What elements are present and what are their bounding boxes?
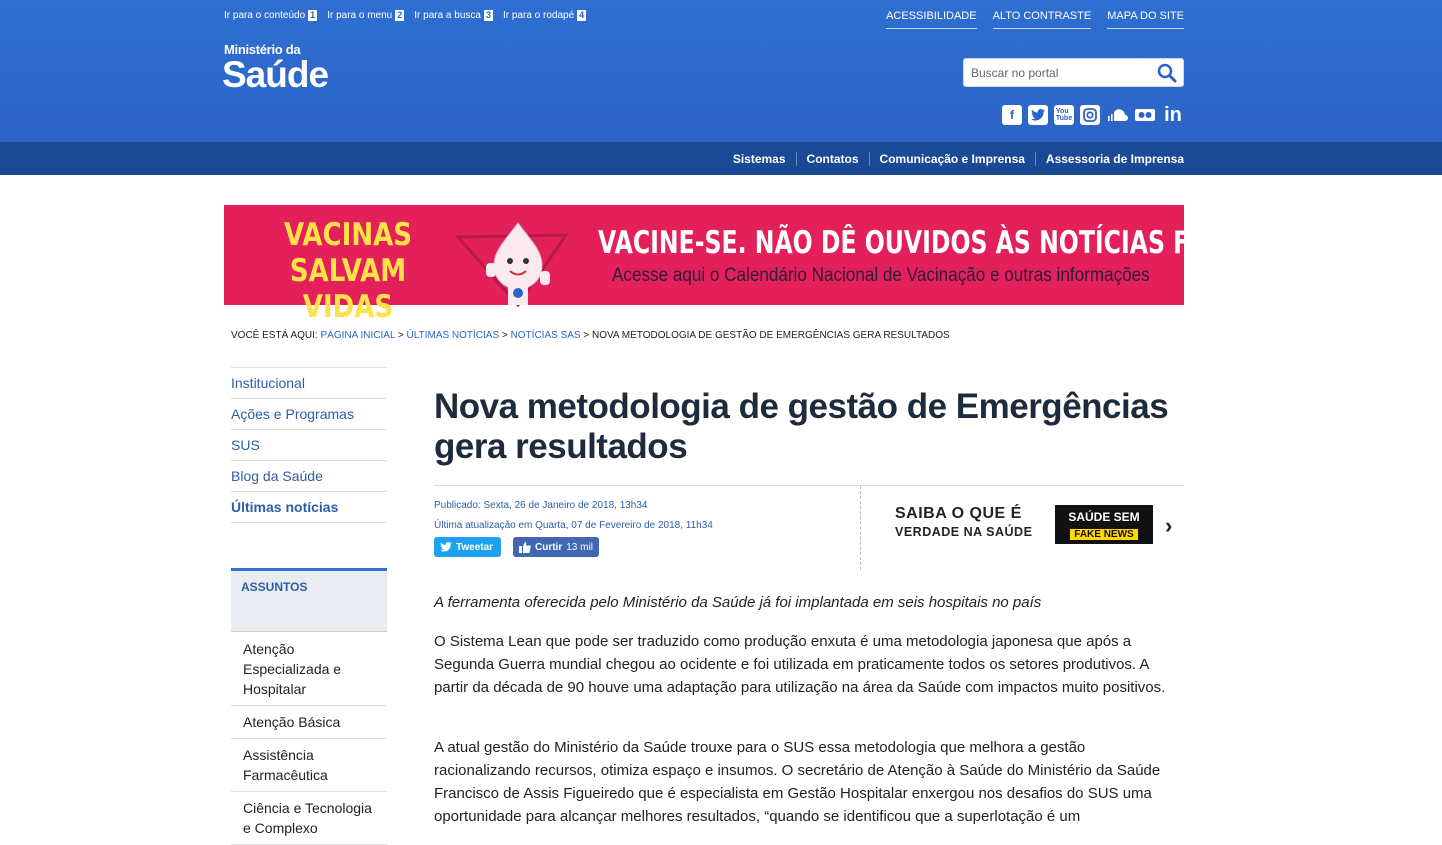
breadcrumb-current: NOVA METODOLOGIA DE GESTÃO DE EMERGÊNCIAS GERA RESULTADOS [591, 330, 950, 341]
thumbs-up-icon [519, 542, 531, 553]
youtube-icon[interactable]: You Tube [1054, 105, 1074, 125]
linkedin-icon[interactable]: in [1164, 103, 1182, 126]
article-title: Nova metodologia de gestão de Emergências gera resultados [434, 387, 1169, 466]
instagram-icon[interactable] [1080, 105, 1100, 125]
nav-assessoria[interactable]: Assessoria de Imprensa [1035, 152, 1184, 166]
article-lead: A ferramenta oferecida pelo Ministério da Saúde já foi implantada em seis hospitais no país [434, 594, 1042, 611]
subjects-list [231, 633, 387, 845]
nav-links [723, 142, 1184, 175]
sidebar-item-institucional[interactable]: Institucional [231, 368, 387, 399]
skip-links [224, 10, 586, 21]
subject-item[interactable]: Ciência e Tecnologia e Complexo [231, 792, 387, 845]
twitter-icon[interactable] [1028, 105, 1048, 125]
subject-item[interactable]: Assistência Farmacêutica [231, 739, 387, 792]
breadcrumb: VOCÊ ESTÁ AQUI: PÁGINA INICIAL > ÚLTIMAS NOTÍCIAS > NOTÍCIAS SAS > NOVA METODOLOGIA DE GESTÃO DE EMERGÊNCIAS GERA RESULTADOS [231, 330, 950, 341]
fake-news-promo[interactable]: SAIBA O QUE É VERDADE NA SAÚDE SAÚDE SEM FAKE NEWS › [895, 505, 1185, 545]
flickr-icon[interactable] [1134, 105, 1156, 125]
search-box [963, 58, 1184, 87]
twitter-icon [440, 542, 452, 552]
sidebar-item-blog[interactable]: Blog da Saúde [231, 461, 387, 492]
logo-saude-text[interactable]: Saúde [222, 54, 329, 95]
sidebar-item-acoes[interactable]: Ações e Programas [231, 399, 387, 430]
accessibility-link[interactable]: ACESSIBILIDADE [886, 10, 976, 29]
subjects-header: ASSUNTOS [231, 568, 387, 632]
nav-contatos[interactable]: Contatos [796, 152, 869, 166]
skip-to-content-link[interactable]: Ir para o conteúdo 1 [224, 10, 316, 21]
nav-comunicacao[interactable]: Comunicação e Imprensa [869, 152, 1035, 166]
subject-item[interactable]: Atenção Especializada e Hospitalar [231, 633, 387, 706]
article-paragraph: A atual gestão do Ministério da Saúde trouxe para o SUS essa metodologia que melhora a gestão racionalizando recursos, otimiza espaço e insumos. O secretário de Atenção à Saúde do Ministério da Saúde Francisco de Assis Figueiredo que é especialista em Gestão Hospitalar enxergou nos desafios do SUS uma oportunidade para alcançar melhores resultados, “quando se identificou que a superlotação é um [434, 739, 1161, 825]
site-map-link[interactable]: MAPA DO SITE [1107, 10, 1184, 29]
breadcrumb-sas-news[interactable]: NOTÍCIAS SAS [510, 330, 581, 341]
social-links [1002, 105, 1184, 125]
banner-title: VACINE-SE. NÃO DÊ OUVIDOS ÀS NOTÍCIAS FALSAS [598, 225, 1272, 261]
chevron-right-icon[interactable]: › [1165, 513, 1173, 538]
accessibility-links [886, 10, 1184, 29]
breadcrumb-latest-news[interactable]: ÚLTIMAS NOTÍCIAS [406, 330, 500, 341]
mascot-drop-icon [456, 223, 576, 305]
tweet-button[interactable]: Tweetar [434, 537, 501, 557]
sidebar-item-latest-news[interactable]: Últimas notícias [231, 492, 387, 523]
published-date: Publicado: Sexta, 26 de Janeiro de 2018, 13h34 [434, 500, 648, 511]
subject-item[interactable]: Atenção Básica [231, 706, 387, 739]
skip-to-footer-link[interactable]: Ir para o rodapé 4 [502, 10, 585, 21]
banner-subtitle: Acesse aqui o Calendário Nacional de Vacinação e outras informações [612, 265, 1150, 286]
sidebar-menu [231, 367, 387, 523]
sidebar-item-sus[interactable]: SUS [231, 430, 387, 461]
nav-sistemas[interactable]: Sistemas [732, 151, 786, 166]
breadcrumb-home[interactable]: PÁGINA INICIAL [320, 330, 396, 341]
updated-date: Última atualização em Quarta, 07 de Fevereiro de 2018, 11h34 [434, 520, 713, 531]
fake-news-badge: SAÚDE SEM FAKE NEWS [1055, 505, 1153, 544]
search-icon[interactable] [1157, 63, 1177, 83]
meta-separator [860, 486, 861, 570]
high-contrast-link[interactable]: ALTO CONTRASTE [993, 10, 1092, 29]
skip-to-menu-link[interactable]: Ir para o menu 2 [327, 10, 403, 21]
main-navbar [0, 142, 1442, 175]
facebook-icon[interactable]: f [1002, 105, 1022, 125]
site-header [0, 0, 1442, 142]
banner-slogan: VACINAS SALVAM VIDAS [283, 217, 413, 325]
logo-ministry-text[interactable]: Ministério da [224, 42, 301, 57]
like-button[interactable]: Curtir 13 mil [513, 537, 599, 557]
article-paragraph: O Sistema Lean que pode ser traduzido como produção enxuta é uma metodologia japonesa que após a Segunda Guerra mundial chegou ao ocidente e foi utilizada em praticamente todos os setores produtivos. A partir da década de 90 houve uma adaptação para utilização na área da Saúde com impactos muito positivos. [434, 633, 1166, 696]
search-input[interactable] [971, 66, 1151, 80]
soundcloud-icon[interactable] [1106, 105, 1128, 125]
meta-divider [434, 485, 1184, 486]
vaccination-banner[interactable] [224, 205, 1272, 325]
skip-to-search-link[interactable]: Ir para a busca 3 [414, 10, 491, 21]
